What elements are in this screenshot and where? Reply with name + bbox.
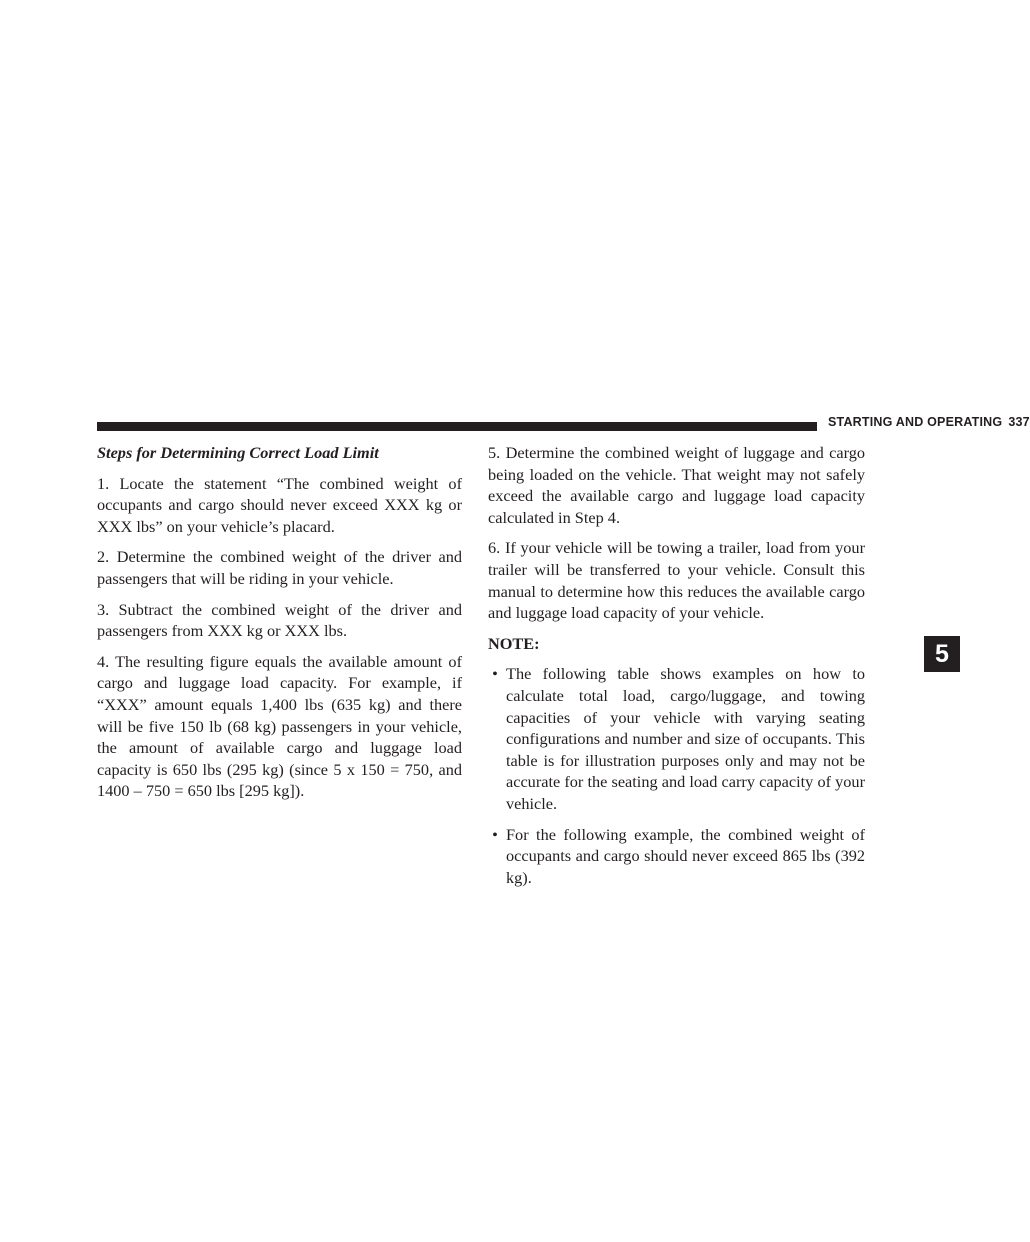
chapter-tab[interactable] <box>924 636 960 672</box>
bullet-icon: • <box>492 664 498 684</box>
step-paragraph: 1. Locate the statement “The combined weight of occupants and cargo should never exceed XXX kg or XXX lbs” on your vehicle’s placard. <box>97 473 462 536</box>
note-list <box>488 663 865 888</box>
chapter-number: 5 <box>935 639 949 668</box>
list-item <box>488 824 865 889</box>
left-column <box>97 442 462 811</box>
running-header <box>828 415 1030 429</box>
header-rule <box>97 422 817 431</box>
step-paragraph: 6. If your vehicle will be towing a trailer, load from your trailer will be transferred to your vehicle. Consult this manual to determine how this reduces the available cargo and luggage load capacity of your vehicle. <box>488 538 865 623</box>
list-item <box>488 663 865 814</box>
right-column <box>488 442 865 897</box>
step-paragraph: 3. Subtract the combined weight of the driver and passengers from XXX kg or XXX lbs. <box>97 599 462 641</box>
list-item-text: For the following example, the combined weight of occupants and cargo should never exceed 865 lbs (392 kg). <box>506 824 865 887</box>
step-paragraph: 4. The resulting figure equals the available amount of cargo and luggage load capacity. For example, if “XXX” amount equals 1,400 lbs (635 kg) and there will be five 150 lb (68 kg) passengers in your vehicle, the amount of available cargo and luggage load capacity is 650 lbs (295 kg) (since 5 x 150 = 750, and 1400 – 750 = 650 lbs [295 kg]). <box>97 651 462 801</box>
section-heading: Steps for Determining Correct Load Limit <box>97 443 379 462</box>
bullet-icon: • <box>492 824 498 844</box>
section-title-header: STARTING AND OPERATING <box>828 415 1003 429</box>
step-paragraph: 2. Determine the combined weight of the driver and passengers that will be riding in your vehicle. <box>97 547 462 588</box>
step-paragraph: 5. Determine the combined weight of luggage and cargo being loaded on the vehicle. That weight may not safely exceed the available cargo and luggage load capacity calculated in Step 4. <box>488 443 865 527</box>
note-label: NOTE: <box>488 633 540 653</box>
page-number: 337 <box>1008 415 1030 429</box>
list-item-text: The following table shows examples on how to calculate total load, cargo/luggage, and towing capacities of your vehicle with varying seating configurations and number and size of occupants. This table is for illustration purposes only and may not be accurate for the seating and load carry capacity of your vehicle. <box>506 664 865 813</box>
